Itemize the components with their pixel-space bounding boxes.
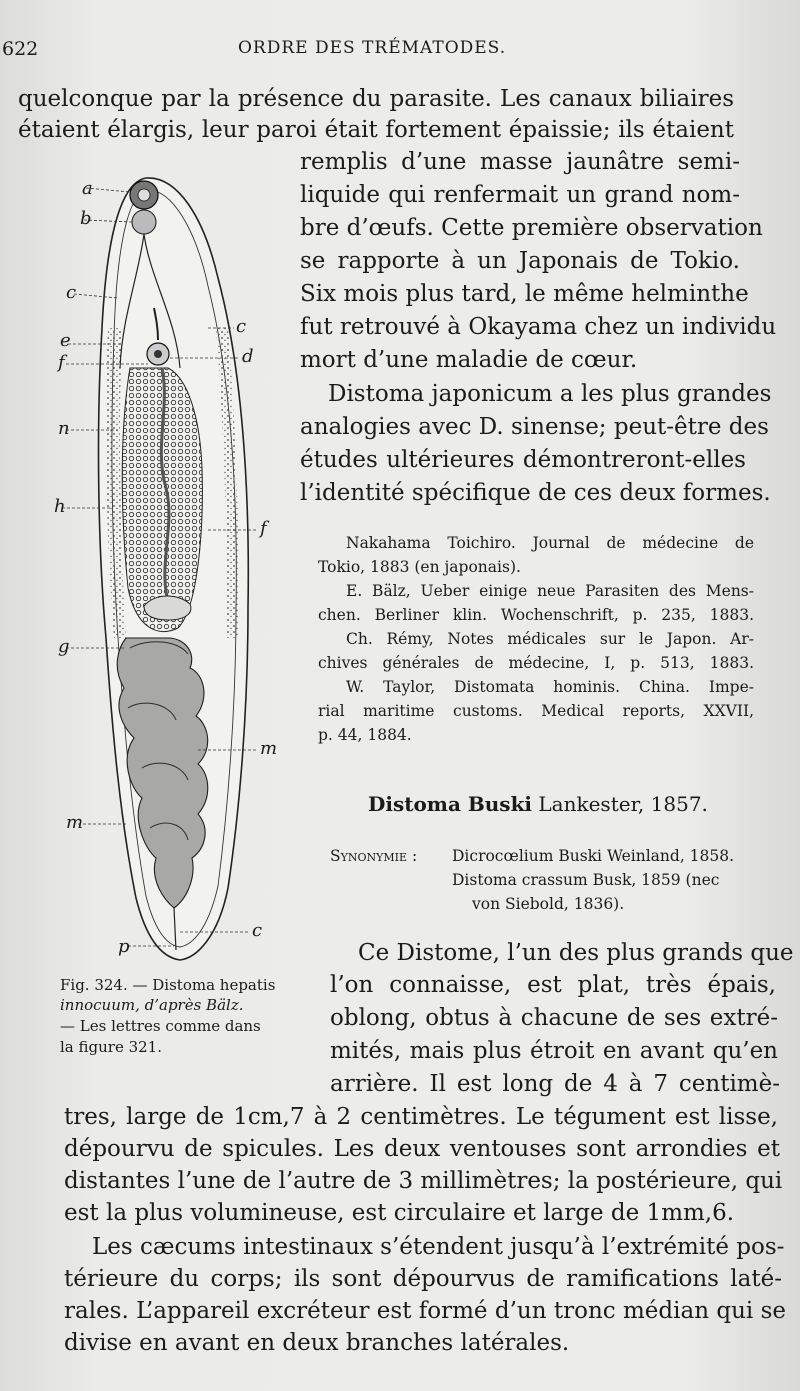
text-line: étaient élargis, leur paroi était fortement épaissie; ils étaient bbox=[18, 117, 734, 143]
text-line: l’on connaisse, est plat, très épais, bbox=[330, 972, 776, 998]
figure-label: h bbox=[54, 496, 66, 517]
synonymy-label: Synonymie : bbox=[330, 847, 418, 865]
text-line: est la plus volumineuse, est circulaire et large de 1mm,6. bbox=[64, 1200, 735, 1226]
text-line: Distoma japonicum a les plus grandes bbox=[328, 381, 772, 407]
text-line: dépourvu de spicules. Les deux ventouses sont arrondies et bbox=[64, 1136, 780, 1162]
figure-label: b bbox=[80, 208, 92, 229]
reference-line: Nakahama Toichiro. Journal de médecine de bbox=[346, 534, 754, 552]
figure-caption-line: — Les lettres comme dans bbox=[60, 1017, 261, 1035]
text-line: liquide qui renfermait un grand nom- bbox=[300, 182, 740, 208]
figure-label: c bbox=[66, 282, 77, 303]
reference-line: Ch. Rémy, Notes médicales sur le Japon. Ar- bbox=[346, 630, 754, 648]
text-line: arrière. Il est long de 4 à 7 centimè- bbox=[330, 1071, 780, 1097]
figure-caption-line: Fig. 324. — Distoma hepatis bbox=[60, 976, 276, 994]
figure-label: f bbox=[58, 352, 65, 373]
figure-label: c bbox=[252, 920, 263, 941]
figure-label: n bbox=[58, 418, 70, 439]
reference-line: rial maritime customs. Medical reports, XXVII, bbox=[318, 702, 754, 720]
figure-label: e bbox=[60, 330, 71, 351]
figure-label: m bbox=[260, 738, 278, 759]
text-line: bre d’œufs. Cette première observation bbox=[300, 215, 763, 241]
fluke-drawing bbox=[58, 168, 290, 968]
reference-line: Tokio, 1883 (en japonais). bbox=[318, 558, 521, 576]
text-line: remplis d’une masse jaunâtre semi- bbox=[300, 149, 740, 175]
synonymy-line: Dicrocœlium Buski Weinland, 1858. bbox=[452, 847, 735, 865]
text-line: tres, large de 1cm,7 à 2 centimètres. Le tégument est lisse, bbox=[64, 1104, 778, 1130]
figure-label: g bbox=[58, 636, 70, 657]
text-line: distantes l’une de l’autre de 3 millimètres; la postérieure, qui bbox=[64, 1168, 783, 1194]
reference-line: chen. Berliner klin. Wochenschrift, p. 235, 1883. bbox=[318, 606, 754, 624]
text-line: études ultérieures démontreront-elles bbox=[300, 447, 746, 473]
figure-label: c bbox=[236, 316, 247, 337]
text-line: rales. L’appareil excréteur est formé d’un tronc médian qui se bbox=[64, 1298, 786, 1324]
page-header bbox=[0, 38, 800, 68]
figure-label: a bbox=[82, 178, 93, 199]
distoma-illustration bbox=[54, 168, 290, 968]
section-heading bbox=[368, 792, 708, 816]
text-line: divise en avant en deux branches latérales. bbox=[64, 1330, 570, 1356]
species-author: Lankester, 1857. bbox=[538, 792, 708, 816]
figure-label: m bbox=[66, 812, 84, 833]
text-line: Six mois plus tard, le même helminthe bbox=[300, 281, 749, 307]
synonymy-line: Distoma crassum Busk, 1859 (nec bbox=[452, 871, 720, 889]
text-line: Les cæcums intestinaux s’étendent jusqu’à l’extrémité pos- bbox=[92, 1234, 785, 1260]
page-number: 622 bbox=[2, 38, 39, 60]
figure-label: f bbox=[260, 518, 267, 539]
text-line: mort d’une maladie de cœur. bbox=[300, 347, 638, 373]
figure-label: p bbox=[118, 936, 130, 957]
figure-caption-line: innocuum, d’après Bälz. bbox=[60, 996, 244, 1014]
text-line: analogies avec D. sinense; peut-être des bbox=[300, 414, 769, 440]
running-title: ORDRE DES TRÉMATODES. bbox=[238, 38, 507, 58]
synonymy-line: von Siebold, 1836). bbox=[472, 895, 625, 913]
reference-line: W. Taylor, Distomata hominis. China. Impe- bbox=[346, 678, 754, 696]
reference-line: p. 44, 1884. bbox=[318, 726, 412, 744]
text-line: térieure du corps; ils sont dépourvus de ramifications laté- bbox=[64, 1266, 782, 1292]
text-line: Ce Distome, l’un des plus grands que bbox=[358, 940, 794, 966]
text-line: fut retrouvé à Okayama chez un individu bbox=[300, 314, 777, 340]
text-line: quelconque par la présence du parasite. Les canaux biliaires bbox=[18, 86, 734, 112]
text-line: l’identité spécifique de ces deux formes. bbox=[300, 480, 771, 506]
text-line: mités, mais plus étroit en avant qu’en bbox=[330, 1038, 778, 1064]
reference-line: E. Bälz, Ueber einige neue Parasiten des Mens- bbox=[346, 582, 754, 600]
text-line: oblong, obtus à chacune de ses extré- bbox=[330, 1005, 778, 1031]
figure-label: d bbox=[242, 346, 254, 367]
species-name: Distoma Buski bbox=[368, 792, 533, 816]
uterus bbox=[122, 368, 202, 632]
reference-line: chives générales de médecine, I, p. 513, 1883. bbox=[318, 654, 754, 672]
text-line: se rapporte à un Japonais de Tokio. bbox=[300, 248, 740, 274]
figure-caption-line: la figure 321. bbox=[60, 1038, 162, 1056]
